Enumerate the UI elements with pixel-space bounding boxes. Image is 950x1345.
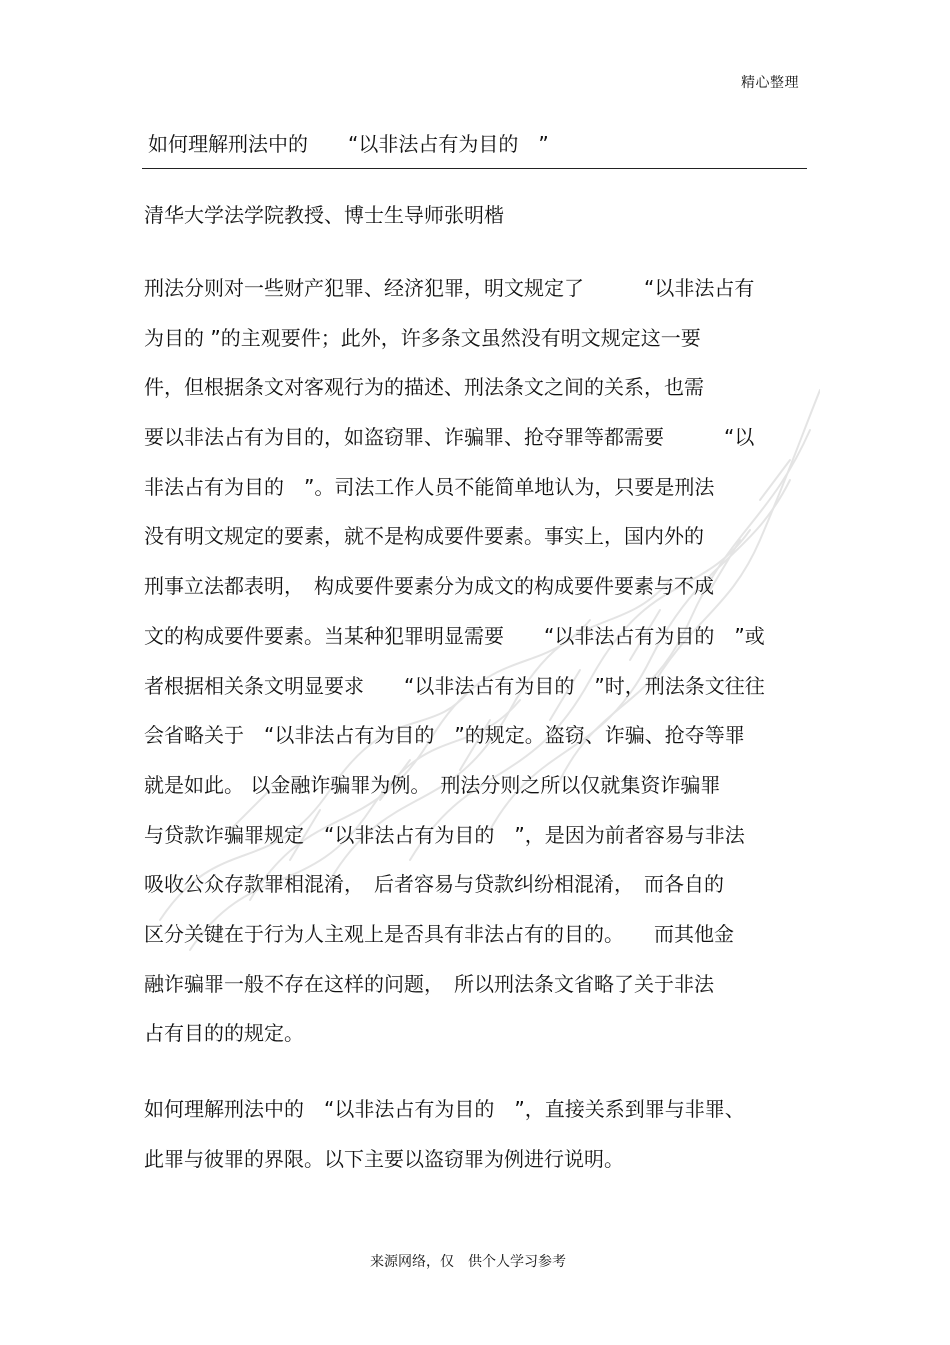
paragraph-line: 会省略关于 “以非法占有为目的 ”的规定。盗窃、诈骗、抢夺等罪 bbox=[144, 723, 745, 748]
author-line: 清华大学法学院教授、博士生导师张明楷 bbox=[144, 203, 504, 227]
paragraph-line: 此罪与彼罪的界限。以下主要以盗窃罪为例进行说明。 bbox=[144, 1146, 624, 1171]
paragraph-line: 件，但根据条文对客观行为的描述、刑法条文之间的关系，也需 bbox=[144, 375, 704, 400]
title-divider bbox=[142, 168, 807, 169]
footer-label: 来源网络，仅 供个人学习参考 bbox=[370, 1254, 566, 1270]
header-label: 精心整理 bbox=[741, 75, 799, 91]
document-title: 如何理解刑法中的 “以非法占有为目的 ” bbox=[148, 132, 549, 156]
paragraph-line: 没有明文规定的要素，就不是构成要件要素。事实上，国内外的 bbox=[144, 524, 704, 549]
body-paragraph-2 bbox=[144, 1095, 824, 1194]
paragraph-line: 为目的 ”的主观要件；此外，许多条文虽然没有明文规定这一要 bbox=[144, 325, 701, 350]
paragraph-line: 要以非法占有为目的，如盗窃罪、诈骗罪、抢夺罪等都需要 “以 bbox=[144, 425, 755, 450]
paragraph-line: 融诈骗罪一般不存在这样的问题， 所以刑法条文省略了关于非法 bbox=[144, 971, 714, 996]
paragraph-line: 文的构成要件要素。当某种犯罪明显需要 “以非法占有为目的 ”或 bbox=[144, 623, 765, 648]
paragraph-line: 非法占有为目的 ”。司法工作人员不能简单地认为，只要是刑法 bbox=[144, 474, 715, 499]
paragraph-line: 刑法分则对一些财产犯罪、经济犯罪，明文规定了 “以非法占有 bbox=[144, 276, 755, 300]
paragraph-line: 占有目的的规定。 bbox=[144, 1021, 304, 1046]
body-paragraph-1 bbox=[144, 274, 824, 1069]
paragraph-line: 区分关键在于行为人主观上是否具有非法占有的目的。 而其他金 bbox=[144, 921, 734, 946]
paragraph-line: 刑事立法都表明， 构成要件要素分为成文的构成要件要素与不成 bbox=[144, 574, 714, 599]
paragraph-line: 者根据相关条文明显要求 “以非法占有为目的 ”时，刑法条文往往 bbox=[144, 673, 765, 698]
paragraph-line: 如何理解刑法中的 “以非法占有为目的 ”，直接关系到罪与非罪、 bbox=[144, 1097, 745, 1121]
paragraph-line: 就是如此。 以金融诈骗罪为例。 刑法分则之所以仅就集资诈骗罪 bbox=[144, 772, 721, 797]
paragraph-line: 与贷款诈骗罪规定 “以非法占有为目的 ”，是因为前者容易与非法 bbox=[144, 822, 745, 847]
paragraph-line: 吸收公众存款罪相混淆， 后者容易与贷款纠纷相混淆， 而各自的 bbox=[144, 872, 724, 897]
